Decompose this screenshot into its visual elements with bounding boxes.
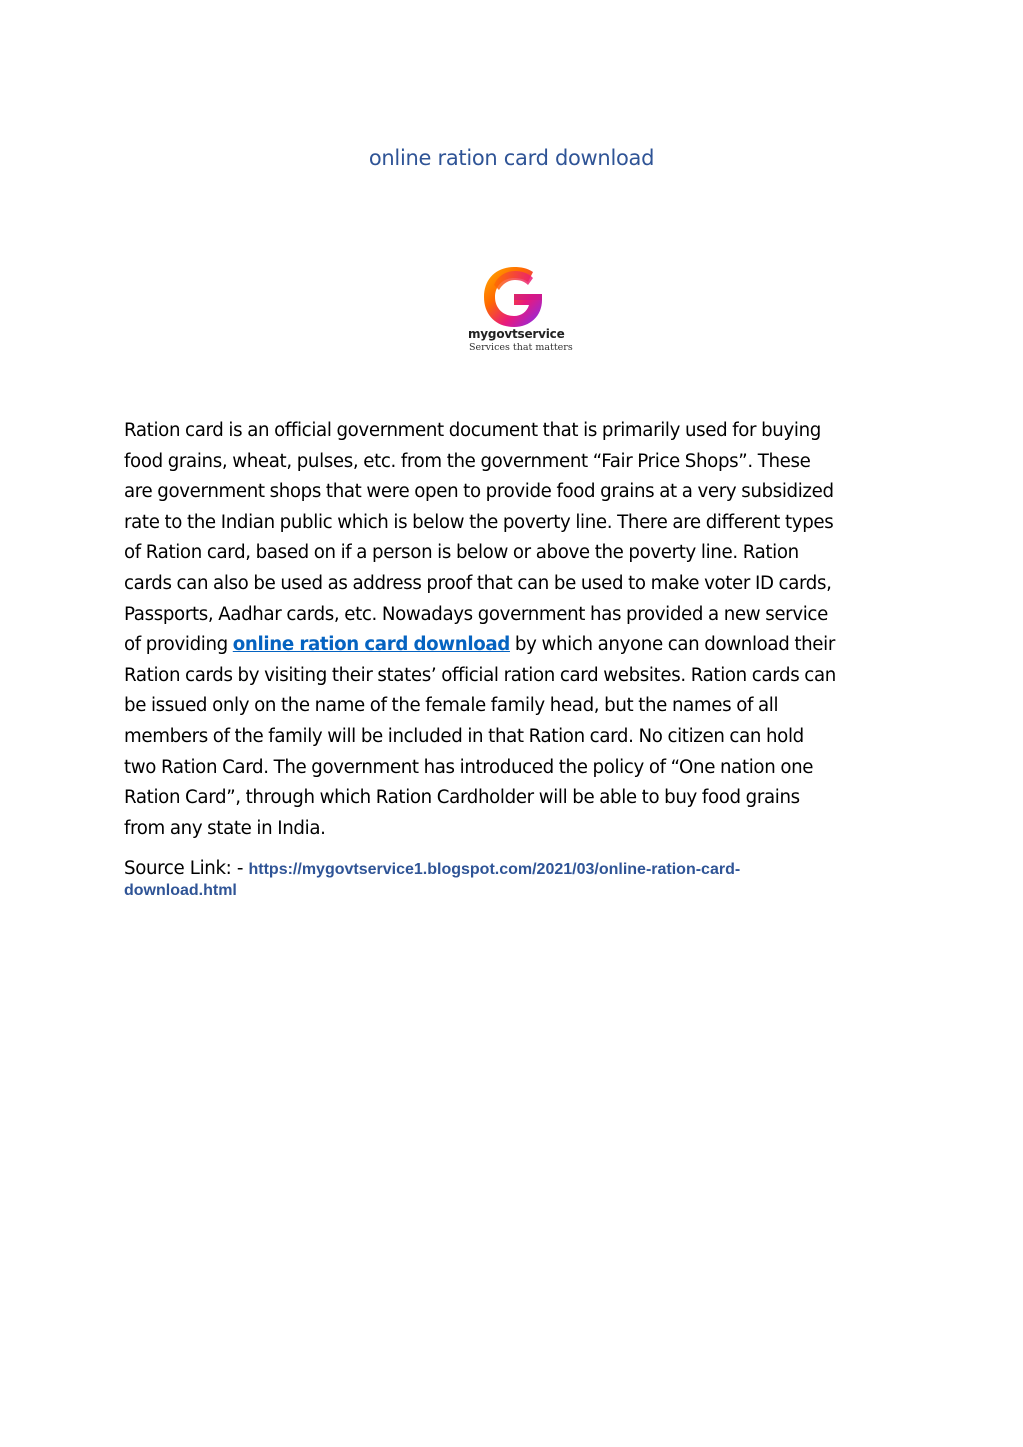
source-url-part1[interactable]: https://mygovtservice1.blogspot.com/2021/03/online-ration-card- xyxy=(248,861,741,878)
article-line: Ration Card”, through which Ration Cardholder will be able to buy food grains xyxy=(124,787,800,809)
source-url-part2[interactable]: download.html xyxy=(124,882,237,899)
document-title: online ration card download xyxy=(368,146,655,170)
mygovtservice-logo xyxy=(463,266,573,358)
article-body xyxy=(124,416,914,844)
article-link-line xyxy=(124,630,914,661)
article-line: rate to the Indian public which is below the poverty line. There are different types xyxy=(124,511,834,533)
source-link-block xyxy=(124,858,914,900)
article-line: Ration cards by visiting their states’ official ration card websites. Ration cards can xyxy=(124,664,836,686)
article-line: cards can also be used as address proof that can be used to make voter ID cards, xyxy=(124,572,832,594)
link-line-suffix: by which anyone can download their xyxy=(509,634,835,656)
article-line: Ration card is an official government document that is primarily used for buying xyxy=(124,420,821,441)
online-ration-card-download-link[interactable]: online ration card download xyxy=(232,634,510,656)
article-line: from any state in India. xyxy=(124,817,326,839)
logo-tagline: Services that matters xyxy=(469,342,573,353)
link-line-prefix: of providing xyxy=(124,634,233,656)
logo-name: mygovtservice xyxy=(468,327,565,341)
source-link-label: Source Link: - xyxy=(124,858,249,879)
article-line: be issued only on the name of the female family head, but the names of all xyxy=(124,695,779,717)
logo-g-icon xyxy=(481,266,545,328)
article-line: are government shops that were open to provide food grains at a very subsidized xyxy=(124,481,834,503)
article-line: of Ration card, based on if a person is below or above the poverty line. Ration xyxy=(124,542,799,564)
article-line: food grains, wheat, pulses, etc. from the government “Fair Price Shops”. These xyxy=(124,450,811,472)
article-line: Passports, Aadhar cards, etc. Nowadays government has provided a new service xyxy=(124,603,828,625)
article-line: members of the family will be included in that Ration card. No citizen can hold xyxy=(124,725,804,747)
article-line: two Ration Card. The government has introduced the policy of “One nation one xyxy=(124,756,814,778)
